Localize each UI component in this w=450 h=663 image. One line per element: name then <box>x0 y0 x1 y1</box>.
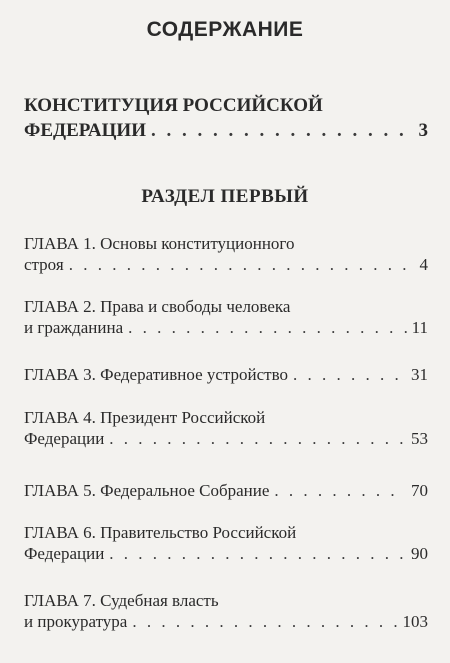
section-heading: РАЗДЕЛ ПЕРВЫЙ <box>141 186 309 207</box>
page-number: 103 <box>402 612 428 631</box>
page-number: 4 <box>419 255 428 274</box>
toc-entry-title-line2: ФЕДЕРАЦИИ <box>24 120 146 141</box>
page-number: 31 <box>411 365 428 384</box>
dot-leader <box>128 317 406 338</box>
toc-entry-chapter-2[interactable] <box>24 296 428 338</box>
page-title: СОДЕРЖАНИЕ <box>146 18 304 41</box>
toc-entry-title: ГЛАВА 3. Федеративное устройство <box>24 365 289 384</box>
page-number: 11 <box>411 318 428 337</box>
page-number: 90 <box>411 544 428 563</box>
toc-entry-title-line2: Федерации <box>24 429 105 448</box>
dot-leader <box>132 611 397 632</box>
toc-entry-title-line1: ГЛАВА 2. Права и свободы человека <box>24 297 291 316</box>
page-number: 53 <box>411 429 428 448</box>
dot-leader <box>274 480 406 501</box>
dot-leader <box>293 364 406 385</box>
toc-entry-title-line1: ГЛАВА 1. Основы конституционного <box>24 234 295 253</box>
toc-entry-chapter-1[interactable] <box>24 233 428 275</box>
toc-entry-title-line2: и прокуратура <box>24 612 128 631</box>
toc-entry-title-line1: КОНСТИТУЦИЯ РОССИЙСКОЙ <box>24 95 323 116</box>
dot-leader <box>109 543 406 564</box>
toc-entry-title-line1: ГЛАВА 7. Судебная власть <box>24 591 219 610</box>
toc-entry-title: ГЛАВА 5. Федеральное Собрание <box>24 481 270 500</box>
page-number: 70 <box>411 481 428 500</box>
toc-entry-title-line1: ГЛАВА 4. Президент Российской <box>24 408 266 427</box>
dot-leader <box>69 254 415 275</box>
toc-entry-chapter-4[interactable] <box>24 407 428 449</box>
toc-entry-constitution[interactable] <box>24 93 428 143</box>
toc-entry-title-line2: и гражданина <box>24 318 124 337</box>
dot-leader <box>151 118 414 143</box>
toc-entry-chapter-6[interactable] <box>24 522 428 564</box>
toc-entry-chapter-7[interactable] <box>24 590 428 632</box>
toc-entry-title-line2: Федерации <box>24 544 105 563</box>
toc-entry-title-line1: ГЛАВА 6. Правительство Российской <box>24 523 297 542</box>
page-number: 3 <box>418 120 428 141</box>
dot-leader <box>109 428 406 449</box>
toc-entry-chapter-5[interactable] <box>24 480 428 501</box>
toc-entry-title-line2: строя <box>24 255 64 274</box>
toc-entry-chapter-3[interactable] <box>24 364 428 385</box>
